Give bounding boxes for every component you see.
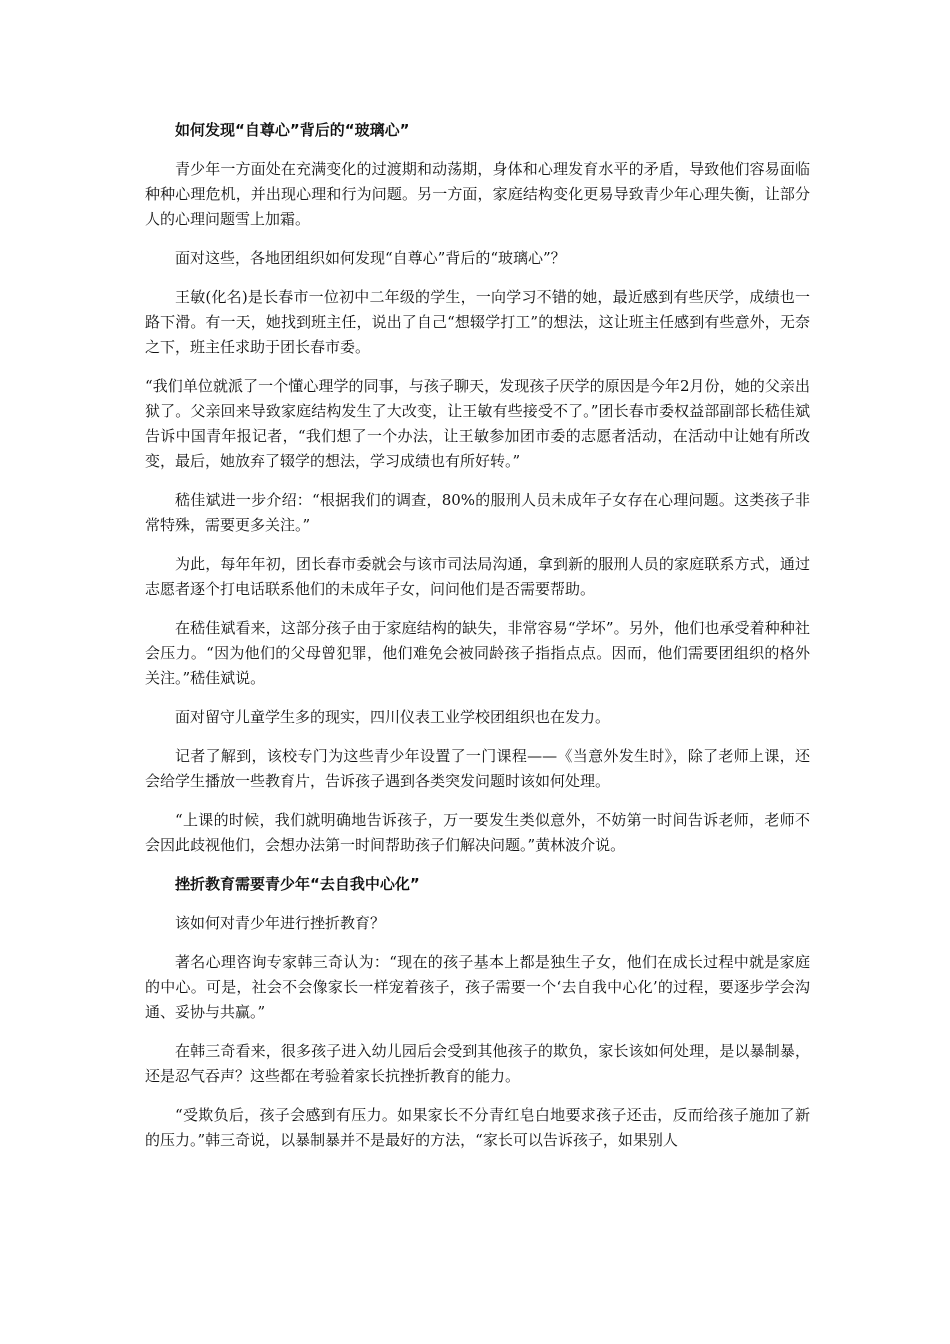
paragraph: 在韩三奇看来，很多孩子进入幼儿园后会受到其他孩子的欺负，家长该如何处理，是以暴制暴，还是忍气吞声？这些都在考验着家长抗挫折教育的能力。: [145, 1042, 810, 1085]
paragraph: 该如何对青少年进行挫折教育？: [175, 914, 386, 932]
paragraph: “受欺负后，孩子会感到有压力。如果家长不分青红皂白地要求孩子还击，反而给孩子施加了新的压力。”韩三奇说，以暴制暴并不是最好的方法，“家长可以告诉孩子，如果别人: [145, 1106, 810, 1149]
paragraph: “我们单位就派了一个懂心理学的同事，与孩子聊天，发现孩子厌学的原因是今年2月份，她的父亲出狱了。父亲回来导致家庭结构发生了大改变，让王敏有些接受不了。”团长春市委权益部副部长嵇佳斌告诉中国青年报记者，“我们想了一个办法，让王敏参加团市委的志愿者活动，在活动中让她有所改变，最后，她放弃了辍学的想法，学习成绩也有所好转。”: [145, 377, 810, 470]
section-heading-glass-heart: 如何发现“自尊心”背后的“玻璃心”: [175, 121, 410, 139]
section-heading-frustration-education: 挫折教育需要青少年“去自我中心化”: [175, 875, 420, 893]
paragraph: 嵇佳斌进一步介绍：“根据我们的调查，80%的服刑人员未成年子女存在心理问题。这类孩子非常特殊，需要更多关注。”: [145, 491, 810, 534]
paragraph: “上课的时候，我们就明确地告诉孩子，万一要发生类似意外，不妨第一时间告诉老师，老师不会因此歧视他们，会想办法第一时间帮助孩子们解决问题。”黄林波介说。: [145, 811, 810, 854]
paragraph: 为此，每年年初，团长春市委就会与该市司法局沟通，拿到新的服刑人员的家庭联系方式，通过志愿者逐个打电话联系他们的未成年子女，问问他们是否需要帮助。: [145, 555, 810, 598]
paragraph: 面对留守儿童学生多的现实，四川仪表工业学校团组织也在发力。: [175, 708, 611, 726]
article-body: [145, 118, 810, 1167]
paragraph: 在嵇佳斌看来，这部分孩子由于家庭结构的缺失，非常容易“学坏”。另外，他们也承受着种种社会压力。“因为他们的父母曾犯罪，他们难免会被同龄孩子指指点点。因而，他们需要团组织的格外关注。”嵇佳斌说。: [145, 619, 810, 687]
paragraph: 著名心理咨询专家韩三奇认为：“现在的孩子基本上都是独生子女，他们在成长过程中就是家庭的中心。可是，社会不会像家长一样宠着孩子，孩子需要一个‘去自我中心化’的过程，要逐步学会沟通、妥协与共赢。”: [145, 953, 810, 1021]
paragraph: 王敏(化名)是长春市一位初中二年级的学生，一向学习不错的她，最近感到有些厌学，成绩也一路下滑。有一天，她找到班主任，说出了自己“想辍学打工”的想法，这让班主任感到有些意外，无奈之下，班主任求助于团长春市委。: [145, 288, 810, 356]
paragraph: 记者了解到，该校专门为这些青少年设置了一门课程——《当意外发生时》，除了老师上课，还会给学生播放一些教育片，告诉孩子遇到各类突发问题时该如何处理。: [145, 747, 810, 790]
paragraph: 面对这些，各地团组织如何发现“自尊心”背后的“玻璃心”？: [175, 249, 566, 267]
paragraph: 青少年一方面处在充满变化的过渡期和动荡期，身体和心理发育水平的矛盾，导致他们容易面临种种心理危机，并出现心理和行为问题。另一方面，家庭结构变化更易导致青少年心理失衡，让部分人的心理问题雪上加霜。: [145, 160, 810, 228]
